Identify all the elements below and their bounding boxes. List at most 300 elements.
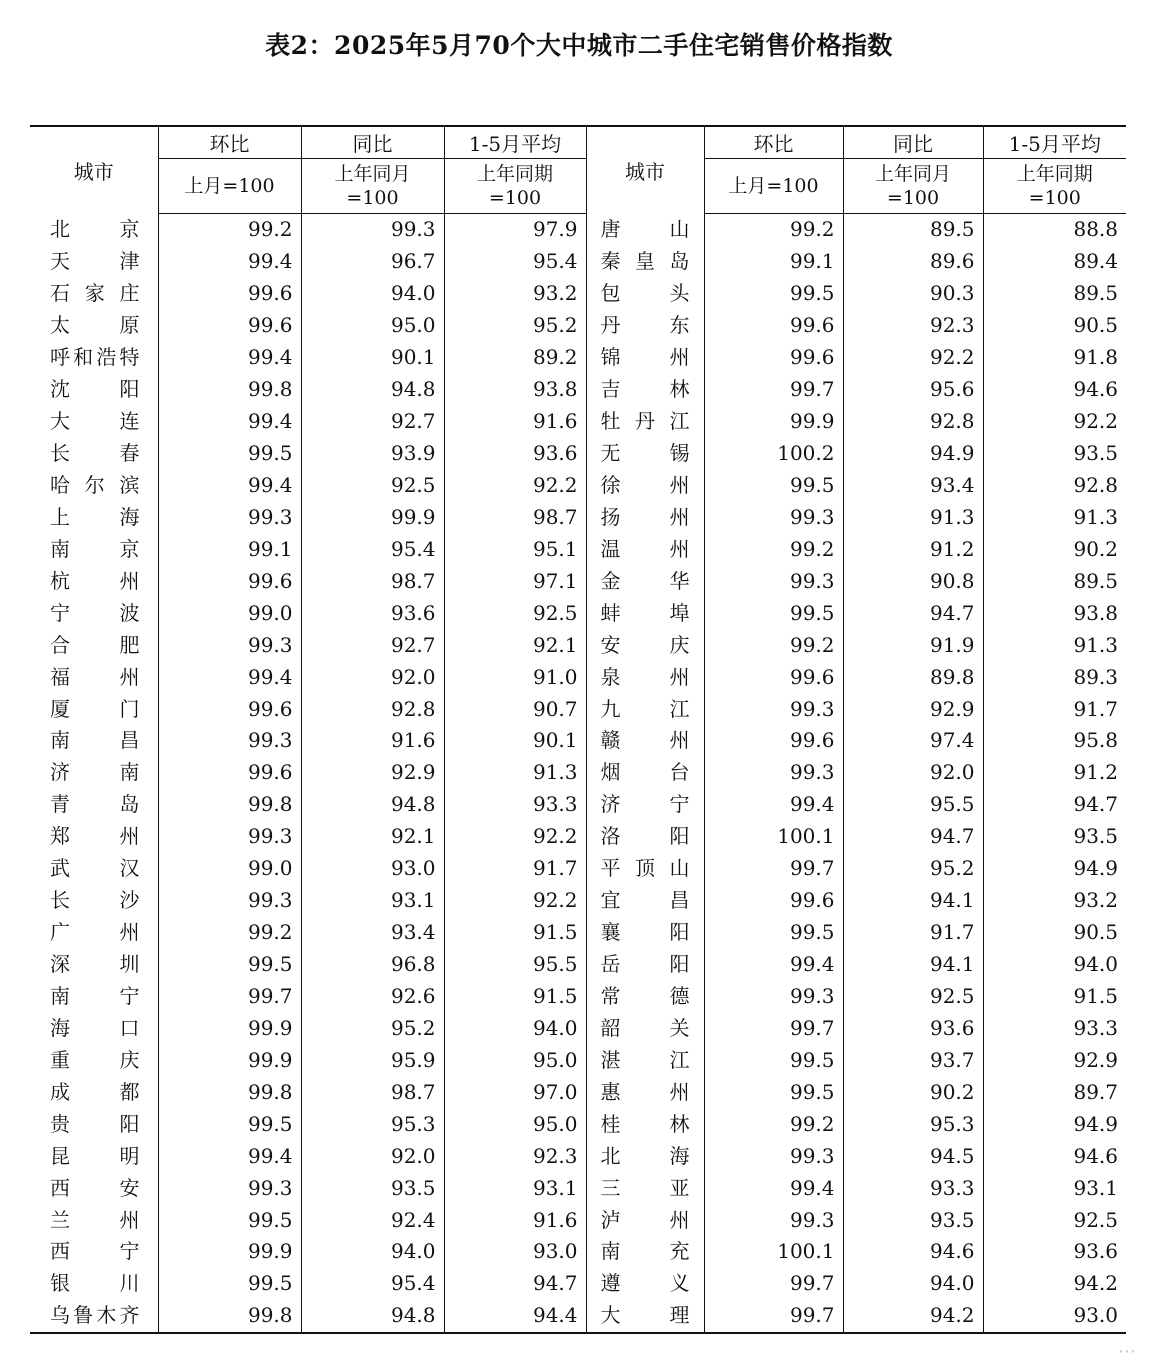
avg-base-line2: =100 — [1028, 187, 1081, 209]
avg-cell-right: 92.5 — [983, 1204, 1126, 1236]
avg-cell-left: 94.0 — [444, 1012, 586, 1044]
yoy-cell-right: 94.0 — [843, 1268, 983, 1300]
city-cell-left: 长沙 — [50, 888, 140, 913]
city-header-left: 城市 — [30, 126, 158, 214]
avg-cell-left: 91.5 — [444, 981, 586, 1013]
yoy-base-left — [301, 159, 444, 214]
avg-cell-left: 92.2 — [444, 470, 586, 502]
avg-cell-right: 94.6 — [983, 1140, 1126, 1172]
mom-cell-right: 99.5 — [704, 278, 843, 310]
avg-cell-right: 94.0 — [983, 949, 1126, 981]
yoy-base-line1: 上年同月 — [874, 163, 951, 185]
mom-cell-left: 99.2 — [158, 214, 301, 246]
mom-cell-left: 99.2 — [158, 917, 301, 949]
city-cell-left: 兰州 — [50, 1207, 140, 1232]
city-cell-left: 长春 — [50, 441, 140, 466]
mom-cell-left: 99.7 — [158, 981, 301, 1013]
yoy-base-right — [843, 159, 983, 214]
avg-cell-right: 92.2 — [983, 406, 1126, 438]
city-cell-left: 南京 — [50, 536, 140, 561]
city-cell-left: 南宁 — [50, 983, 140, 1008]
city-cell-left: 天津 — [50, 249, 140, 274]
table-row — [30, 917, 1126, 949]
city-cell-left: 成都 — [50, 1079, 140, 1104]
yoy-cell-right: 93.7 — [843, 1044, 983, 1076]
table-row — [30, 757, 1126, 789]
mom-cell-right: 100.1 — [704, 1236, 843, 1268]
city-cell-right: 烟台 — [586, 757, 704, 789]
city-cell-right: 湛江 — [586, 1044, 704, 1076]
mom-base-text: 上月=100 — [184, 175, 275, 197]
avg-cell-left: 92.5 — [444, 597, 586, 629]
avg-cell-left: 97.9 — [444, 214, 586, 246]
yoy-cell-left: 99.9 — [301, 501, 444, 533]
city-cell-left: 呼和浩特 — [50, 345, 140, 370]
yoy-cell-right: 93.4 — [843, 470, 983, 502]
avg-cell-left: 94.4 — [444, 1300, 586, 1333]
yoy-cell-right: 94.5 — [843, 1140, 983, 1172]
mom-cell-left: 99.0 — [158, 853, 301, 885]
city-cell-right: 北海 — [586, 1140, 704, 1172]
avg-cell-right: 95.8 — [983, 725, 1126, 757]
yoy-header-left: 同比 — [301, 126, 444, 159]
avg-cell-left: 92.2 — [444, 885, 586, 917]
avg-cell-right: 92.8 — [983, 470, 1126, 502]
city-cell-right: 泸州 — [586, 1204, 704, 1236]
yoy-cell-left: 96.7 — [301, 246, 444, 278]
yoy-cell-left: 92.8 — [301, 693, 444, 725]
avg-cell-left: 95.0 — [444, 1044, 586, 1076]
city-cell-right: 九江 — [586, 693, 704, 725]
avg-cell-right: 91.7 — [983, 693, 1126, 725]
mom-base-right — [704, 159, 843, 214]
table-row — [30, 693, 1126, 725]
city-cell-right: 桂林 — [586, 1108, 704, 1140]
city-cell-right: 三亚 — [586, 1172, 704, 1204]
avg-cell-right: 93.3 — [983, 1012, 1126, 1044]
avg-cell-left: 95.5 — [444, 949, 586, 981]
avg-cell-right: 94.7 — [983, 789, 1126, 821]
mom-cell-right: 99.7 — [704, 1268, 843, 1300]
yoy-cell-right: 89.6 — [843, 246, 983, 278]
avg-cell-left: 91.5 — [444, 917, 586, 949]
city-cell-right: 无锡 — [586, 438, 704, 470]
city-cell-right: 洛阳 — [586, 821, 704, 853]
mom-cell-right: 99.4 — [704, 1172, 843, 1204]
avg-cell-right: 94.9 — [983, 1108, 1126, 1140]
mom-cell-right: 99.6 — [704, 885, 843, 917]
city-cell-right: 赣州 — [586, 725, 704, 757]
table-row — [30, 821, 1126, 853]
mom-cell-left: 99.6 — [158, 757, 301, 789]
city-cell-left: 厦门 — [50, 696, 140, 721]
table-row — [30, 1172, 1126, 1204]
yoy-cell-left: 95.9 — [301, 1044, 444, 1076]
avg-cell-right: 91.8 — [983, 342, 1126, 374]
table-row — [30, 310, 1126, 342]
mom-cell-right: 99.2 — [704, 533, 843, 565]
avg-cell-left: 91.6 — [444, 1204, 586, 1236]
mom-cell-right: 99.5 — [704, 597, 843, 629]
avg-header-right: 1-5月平均 — [983, 126, 1126, 159]
mom-cell-right: 99.3 — [704, 693, 843, 725]
table-row — [30, 214, 1126, 246]
yoy-cell-right: 95.2 — [843, 853, 983, 885]
city-cell-right: 秦皇岛 — [586, 246, 704, 278]
mom-header-right: 环比 — [704, 126, 843, 159]
table-row — [30, 1140, 1126, 1172]
mom-cell-right: 99.6 — [704, 725, 843, 757]
yoy-cell-left: 92.7 — [301, 629, 444, 661]
city-cell-right: 平顶山 — [586, 853, 704, 885]
avg-cell-right: 90.2 — [983, 533, 1126, 565]
avg-cell-left: 91.6 — [444, 406, 586, 438]
yoy-cell-right: 97.4 — [843, 725, 983, 757]
avg-cell-left: 90.7 — [444, 693, 586, 725]
avg-cell-left: 93.2 — [444, 278, 586, 310]
city-cell-left: 广州 — [50, 920, 140, 945]
table-row — [30, 853, 1126, 885]
mom-cell-left: 99.6 — [158, 310, 301, 342]
mom-cell-right: 99.7 — [704, 1300, 843, 1333]
city-cell-right: 南充 — [586, 1236, 704, 1268]
avg-cell-right: 89.3 — [983, 661, 1126, 693]
avg-cell-right: 89.5 — [983, 278, 1126, 310]
table-row — [30, 629, 1126, 661]
yoy-cell-right: 92.2 — [843, 342, 983, 374]
avg-cell-right: 93.5 — [983, 821, 1126, 853]
mom-header-left: 环比 — [158, 126, 301, 159]
mom-cell-right: 99.9 — [704, 406, 843, 438]
table-row — [30, 1044, 1126, 1076]
page-title: 表2：2025年5月70个大中城市二手住宅销售价格指数 — [265, 31, 893, 60]
table-row — [30, 725, 1126, 757]
city-cell-left: 石家庄 — [50, 281, 140, 306]
table-row — [30, 597, 1126, 629]
city-cell-right: 金华 — [586, 565, 704, 597]
mom-cell-left: 99.6 — [158, 565, 301, 597]
city-cell-right: 温州 — [586, 533, 704, 565]
yoy-cell-left: 96.8 — [301, 949, 444, 981]
avg-cell-left: 93.8 — [444, 374, 586, 406]
yoy-cell-left: 98.7 — [301, 565, 444, 597]
yoy-cell-left: 93.0 — [301, 853, 444, 885]
yoy-cell-left: 93.9 — [301, 438, 444, 470]
mom-cell-right: 99.3 — [704, 981, 843, 1013]
mom-cell-left: 99.5 — [158, 949, 301, 981]
mom-cell-left: 99.8 — [158, 1300, 301, 1333]
city-cell-right: 大理 — [586, 1300, 704, 1333]
city-cell-right: 扬州 — [586, 501, 704, 533]
mom-cell-right: 99.5 — [704, 1076, 843, 1108]
city-cell-right: 丹东 — [586, 310, 704, 342]
table-row — [30, 661, 1126, 693]
avg-base-left — [444, 159, 586, 214]
avg-base-line1: 上年同期 — [476, 163, 553, 185]
city-cell-left: 北京 — [50, 217, 140, 242]
avg-cell-right: 91.3 — [983, 501, 1126, 533]
city-cell-right: 徐州 — [586, 470, 704, 502]
table-row — [30, 406, 1126, 438]
avg-cell-left: 95.1 — [444, 533, 586, 565]
yoy-cell-right: 94.7 — [843, 821, 983, 853]
yoy-cell-right: 92.5 — [843, 981, 983, 1013]
yoy-cell-left: 93.4 — [301, 917, 444, 949]
city-cell-right: 常德 — [586, 981, 704, 1013]
city-cell-left: 贵阳 — [50, 1111, 140, 1136]
mom-cell-right: 99.5 — [704, 470, 843, 502]
mom-cell-left: 99.3 — [158, 1172, 301, 1204]
mom-cell-left: 99.5 — [158, 1108, 301, 1140]
mom-cell-left: 99.4 — [158, 246, 301, 278]
mom-base-text: 上月=100 — [728, 175, 819, 197]
city-cell-left: 西宁 — [50, 1239, 140, 1264]
city-cell-left: 海口 — [50, 1015, 140, 1040]
avg-cell-right: 93.0 — [983, 1300, 1126, 1333]
avg-cell-left: 94.7 — [444, 1268, 586, 1300]
yoy-cell-left: 99.3 — [301, 214, 444, 246]
mom-cell-left: 99.8 — [158, 789, 301, 821]
mom-cell-right: 99.6 — [704, 310, 843, 342]
mom-cell-left: 99.8 — [158, 1076, 301, 1108]
yoy-cell-right: 93.6 — [843, 1012, 983, 1044]
yoy-cell-right: 94.1 — [843, 885, 983, 917]
yoy-cell-right: 90.3 — [843, 278, 983, 310]
city-cell-left: 哈尔滨 — [50, 472, 140, 497]
city-cell-left: 福州 — [50, 664, 140, 689]
yoy-cell-left: 92.0 — [301, 661, 444, 693]
city-cell-left: 银川 — [50, 1271, 140, 1296]
yoy-base-line1: 上年同月 — [334, 163, 411, 185]
yoy-cell-right: 89.8 — [843, 661, 983, 693]
yoy-cell-left: 92.9 — [301, 757, 444, 789]
yoy-cell-left: 95.0 — [301, 310, 444, 342]
yoy-cell-left: 94.0 — [301, 1236, 444, 1268]
city-cell-right: 牡丹江 — [586, 406, 704, 438]
city-cell-left: 昆明 — [50, 1143, 140, 1168]
table-row — [30, 1108, 1126, 1140]
mom-cell-right: 99.5 — [704, 1044, 843, 1076]
yoy-cell-right: 92.8 — [843, 406, 983, 438]
city-cell-left: 西安 — [50, 1175, 140, 1200]
avg-cell-right: 88.8 — [983, 214, 1126, 246]
city-cell-left: 上海 — [50, 504, 140, 529]
yoy-cell-left: 94.8 — [301, 1300, 444, 1333]
table-row — [30, 278, 1126, 310]
city-cell-left: 沈阳 — [50, 377, 140, 402]
avg-cell-left: 92.3 — [444, 1140, 586, 1172]
mom-cell-right: 99.1 — [704, 246, 843, 278]
yoy-cell-left: 92.0 — [301, 1140, 444, 1172]
avg-cell-left: 92.1 — [444, 629, 586, 661]
avg-cell-right: 89.7 — [983, 1076, 1126, 1108]
city-cell-left: 南昌 — [50, 728, 140, 753]
avg-cell-right: 94.2 — [983, 1268, 1126, 1300]
city-cell-left: 大连 — [50, 409, 140, 434]
city-cell-left: 太原 — [50, 313, 140, 338]
mom-cell-left: 99.4 — [158, 661, 301, 693]
table-row — [30, 981, 1126, 1013]
mom-cell-right: 100.1 — [704, 821, 843, 853]
city-cell-left: 杭州 — [50, 568, 140, 593]
avg-cell-left: 97.0 — [444, 1076, 586, 1108]
yoy-base-line2: =100 — [886, 187, 940, 209]
avg-cell-left: 95.2 — [444, 310, 586, 342]
mom-cell-left: 99.3 — [158, 725, 301, 757]
table-row — [30, 1204, 1126, 1236]
mom-cell-left: 99.3 — [158, 629, 301, 661]
avg-cell-left: 92.2 — [444, 821, 586, 853]
city-cell-left: 合肥 — [50, 632, 140, 657]
avg-cell-right: 93.1 — [983, 1172, 1126, 1204]
yoy-cell-left: 90.1 — [301, 342, 444, 374]
mom-cell-left: 99.1 — [158, 533, 301, 565]
mom-cell-right: 99.7 — [704, 374, 843, 406]
mom-cell-right: 99.3 — [704, 757, 843, 789]
avg-cell-right: 90.5 — [983, 310, 1126, 342]
mom-cell-left: 99.6 — [158, 278, 301, 310]
table-row — [30, 1236, 1126, 1268]
table-row — [30, 1268, 1126, 1300]
avg-base-right — [983, 159, 1126, 214]
city-cell-right: 锦州 — [586, 342, 704, 374]
city-cell-left: 重庆 — [50, 1047, 140, 1072]
mom-base-left — [158, 159, 301, 214]
table-row — [30, 470, 1126, 502]
city-cell-right: 岳阳 — [586, 949, 704, 981]
city-cell-right: 济宁 — [586, 789, 704, 821]
city-cell-right: 宜昌 — [586, 885, 704, 917]
avg-cell-right: 92.9 — [983, 1044, 1126, 1076]
yoy-cell-left: 93.1 — [301, 885, 444, 917]
mom-cell-left: 99.4 — [158, 470, 301, 502]
mom-cell-right: 100.2 — [704, 438, 843, 470]
watermark: ⋯ — [1118, 1341, 1136, 1362]
yoy-cell-right: 91.3 — [843, 501, 983, 533]
table-row — [30, 246, 1126, 278]
yoy-cell-left: 95.4 — [301, 1268, 444, 1300]
mom-cell-right: 99.3 — [704, 1204, 843, 1236]
yoy-cell-left: 95.3 — [301, 1108, 444, 1140]
table-body — [30, 214, 1126, 1333]
yoy-cell-left: 94.0 — [301, 278, 444, 310]
avg-cell-left: 98.7 — [444, 501, 586, 533]
city-cell-right: 惠州 — [586, 1076, 704, 1108]
mom-cell-right: 99.3 — [704, 1140, 843, 1172]
city-cell-right: 安庆 — [586, 629, 704, 661]
city-cell-right: 吉林 — [586, 374, 704, 406]
yoy-cell-left: 93.5 — [301, 1172, 444, 1204]
mom-cell-left: 99.5 — [158, 1268, 301, 1300]
avg-cell-left: 95.4 — [444, 246, 586, 278]
yoy-cell-right: 94.6 — [843, 1236, 983, 1268]
yoy-cell-right: 92.3 — [843, 310, 983, 342]
mom-cell-right: 99.4 — [704, 789, 843, 821]
avg-cell-left: 91.3 — [444, 757, 586, 789]
city-cell-right: 蚌埠 — [586, 597, 704, 629]
city-cell-left: 武汉 — [50, 856, 140, 881]
avg-base-line2: =100 — [488, 187, 542, 209]
yoy-cell-left: 93.6 — [301, 597, 444, 629]
yoy-cell-right: 91.2 — [843, 533, 983, 565]
avg-cell-left: 91.0 — [444, 661, 586, 693]
city-cell-left: 济南 — [50, 760, 140, 785]
table-row — [30, 885, 1126, 917]
city-cell-right: 韶关 — [586, 1012, 704, 1044]
mom-cell-right: 99.3 — [704, 501, 843, 533]
mom-cell-right: 99.2 — [704, 214, 843, 246]
yoy-cell-right: 93.3 — [843, 1172, 983, 1204]
avg-cell-right: 89.4 — [983, 246, 1126, 278]
avg-cell-left: 93.1 — [444, 1172, 586, 1204]
mom-cell-right: 99.3 — [704, 565, 843, 597]
yoy-cell-right: 95.5 — [843, 789, 983, 821]
yoy-cell-left: 94.8 — [301, 374, 444, 406]
mom-cell-right: 99.4 — [704, 949, 843, 981]
mom-cell-right: 99.6 — [704, 661, 843, 693]
city-cell-right: 包头 — [586, 278, 704, 310]
avg-cell-right: 93.8 — [983, 597, 1126, 629]
yoy-cell-right: 91.9 — [843, 629, 983, 661]
mom-cell-left: 99.9 — [158, 1236, 301, 1268]
table-row — [30, 438, 1126, 470]
avg-cell-left: 93.0 — [444, 1236, 586, 1268]
mom-cell-left: 99.4 — [158, 1140, 301, 1172]
avg-cell-right: 91.2 — [983, 757, 1126, 789]
avg-base-line1: 上年同期 — [1016, 163, 1093, 185]
yoy-cell-left: 92.7 — [301, 406, 444, 438]
table-row — [30, 1012, 1126, 1044]
table-row — [30, 533, 1126, 565]
city-cell-right: 襄阳 — [586, 917, 704, 949]
avg-cell-right: 93.2 — [983, 885, 1126, 917]
yoy-cell-right: 92.0 — [843, 757, 983, 789]
avg-cell-left: 89.2 — [444, 342, 586, 374]
yoy-cell-left: 98.7 — [301, 1076, 444, 1108]
avg-cell-left: 90.1 — [444, 725, 586, 757]
avg-cell-left: 97.1 — [444, 565, 586, 597]
yoy-cell-right: 90.8 — [843, 565, 983, 597]
avg-cell-left: 91.7 — [444, 853, 586, 885]
yoy-cell-left: 92.5 — [301, 470, 444, 502]
avg-cell-left: 93.3 — [444, 789, 586, 821]
yoy-cell-left: 92.6 — [301, 981, 444, 1013]
mom-cell-left: 99.5 — [158, 1204, 301, 1236]
city-cell-right: 唐山 — [586, 214, 704, 246]
mom-cell-left: 99.6 — [158, 693, 301, 725]
yoy-cell-left: 95.4 — [301, 533, 444, 565]
city-cell-left: 青岛 — [50, 792, 140, 817]
mom-cell-left: 99.5 — [158, 438, 301, 470]
table-row — [30, 374, 1126, 406]
avg-cell-right: 89.5 — [983, 565, 1126, 597]
avg-cell-right: 91.5 — [983, 981, 1126, 1013]
avg-cell-left: 93.6 — [444, 438, 586, 470]
city-cell-left: 深圳 — [50, 952, 140, 977]
yoy-cell-left: 94.8 — [301, 789, 444, 821]
yoy-cell-right: 91.7 — [843, 917, 983, 949]
mom-cell-right: 99.7 — [704, 853, 843, 885]
avg-cell-right: 94.6 — [983, 374, 1126, 406]
city-cell-left: 乌鲁木齐 — [30, 1300, 158, 1333]
table-row — [30, 789, 1126, 821]
yoy-header-right: 同比 — [843, 126, 983, 159]
mom-cell-right: 99.2 — [704, 1108, 843, 1140]
table-row — [30, 501, 1126, 533]
avg-cell-right: 94.9 — [983, 853, 1126, 885]
yoy-cell-right: 93.5 — [843, 1204, 983, 1236]
yoy-cell-left: 92.1 — [301, 821, 444, 853]
